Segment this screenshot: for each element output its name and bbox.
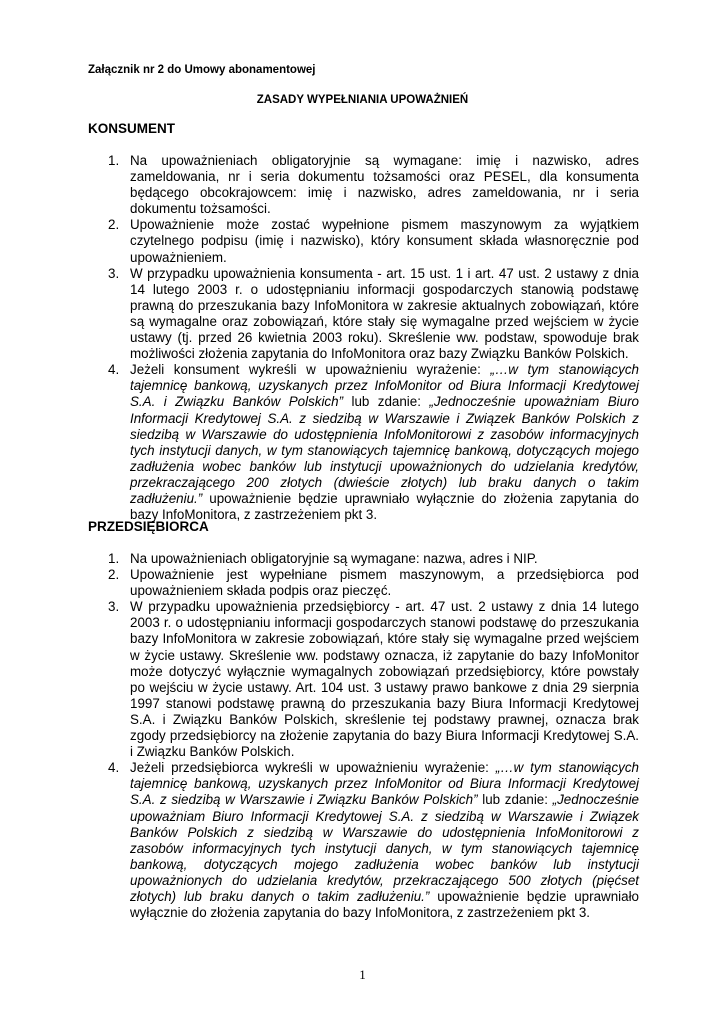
- quoted-sentence: „Jednocześnie upoważniam Biuro Informacji Kredytowej S.A. z siedzibą w Warszawie i Związek Banków Polskich z siedzibą w Warszawie do udostępnienia InfoMonitorowi z zasobów informacyjnych tych instytucji danych, w tym stanowiących tajemnicę bankową, dotyczących mojego zadłużenia wobec banków lub instytucji upoważnionych do udzielania kredytów, przekraczającego 500 złotych (pięćset złotych) lub braku danych o takim zadłużeniu.”: [130, 792, 640, 904]
- item-number: 3.: [108, 599, 120, 615]
- konsument-rules-list: [90, 153, 639, 523]
- list-item: [90, 760, 639, 921]
- document-title: ZASADY WYPEŁNIANIA UPOWAŻNIEŃ: [256, 94, 469, 106]
- section-heading-konsument: KONSUMENT: [88, 121, 175, 136]
- item-number: 1.: [108, 153, 120, 168]
- list-item: [90, 153, 639, 217]
- item-text: lub zdanie:: [477, 792, 553, 808]
- section-heading-przedsiebiorca: PRZEDSIĘBIORCA: [88, 519, 209, 534]
- item-text: Na upoważnieniach obligatoryjnie są wymagane: nazwa, adres i NIP.: [130, 551, 538, 566]
- item-number: 1.: [108, 551, 120, 566]
- item-text: Jeżeli przedsiębiorca wykreśli w upoważnieniu wyrażenie:: [130, 760, 496, 776]
- list-item: [90, 551, 639, 567]
- item-text: Jeżeli konsument wykreśli w upoważnieniu wyrażenie:: [130, 362, 491, 378]
- list-item: [90, 362, 639, 523]
- item-text: Upoważnienie jest wypełniane pismem maszynowym, a przedsiębiorca pod upoważnieniem składa podpis oraz pieczęć.: [130, 567, 639, 599]
- list-item: [90, 599, 639, 760]
- item-text: W przypadku upoważnienia konsumenta - art. 15 ust. 1 i art. 47 ust. 2 ustawy z dnia 14 lutego 2003 r. o udostępnianiu informacji gospodarczych stanowią podstawę prawną do przeszukania bazy InfoMonitora w zakresie aktualnych zobowiązań, które są wymagalne oraz zobowiązań, które stały się wymagalne przed wejściem w życie ustawy (tj. przed 26 kwietnia 2003 roku). Skreślenie ww. podstaw, spowoduje brak możliwości złożenia zapytania do InfoMonitora oraz bazy Związku Banków Polskich.: [130, 265, 639, 362]
- item-text: upoważnienie będzie uprawniało wyłącznie do złożenia zapytania do bazy InfoMonitora, z zastrzeżeniem pkt 3.: [130, 490, 639, 523]
- item-number: 3.: [108, 265, 120, 281]
- item-number: 2.: [108, 567, 120, 583]
- item-text: Na upoważnieniach obligatoryjnie są wymagane: imię i nazwisko, adres zameldowania, nr i seria dokumentu tożsamości oraz PESEL, dla konsumenta będącego obcokrajowcem: imię i nazwisko, adres zameldowania, nr i seria dokumentu tożsamości.: [130, 153, 639, 217]
- item-number: 4.: [108, 362, 120, 378]
- quoted-expression: „…w tym stanowiących tajemnicę bankową, uzyskanych przez InfoMonitor od Biura Informacji Kredytowej S.A. i Związku Banków Polskich”: [130, 362, 639, 410]
- page-number: 1: [359, 967, 366, 982]
- item-text: lub zdanie:: [343, 394, 430, 410]
- quoted-sentence: „Jednocześnie upoważniam Biuro Informacji Kredytowej S.A. z siedzibą w Warszawie i Związek Banków Polskich z siedzibą w Warszawie do udostępnienia InfoMonitorowi z zasobów informacyjnych tych instytucji danych, w tym stanowiących tajemnicę bankową, dotyczących mojego zadłużenia wobec banków lub instytucji upoważnionych do udzielania kredytów, przekraczającego 200 złotych (dwieście złotych) lub braku danych o takim zadłużeniu.”: [130, 394, 640, 506]
- item-number: 4.: [108, 760, 120, 776]
- quoted-expression: „…w tym stanowiących tajemnicę bankową, uzyskanych przez InfoMonitor od Biura Informacji Kredytowej S.A. z siedzibą w Warszawie i Związku Banków Polskich”: [130, 760, 639, 808]
- list-item: [90, 567, 639, 599]
- list-item: [90, 266, 639, 363]
- item-text: upoważnienie będzie uprawniało wyłącznie do złożenia zapytania do bazy InfoMonitora, z zastrzeżeniem pkt 3.: [130, 888, 639, 921]
- przedsiebiorca-rules-list: [90, 551, 639, 921]
- item-text: Upoważnienie może zostać wypełnione pismem maszynowym za wyjątkiem czytelnego podpisu (imię i nazwisko), który konsument składa własnoręcznie pod upoważnieniem.: [130, 217, 639, 265]
- list-item: [90, 217, 639, 265]
- attachment-label: Załącznik nr 2 do Umowy abonamentowej: [88, 64, 316, 76]
- item-number: 2.: [108, 217, 120, 233]
- item-text: W przypadku upoważnienia przedsiębiorcy - art. 47 ust. 2 ustawy z dnia 14 lutego 2003 r. o udostępnianiu informacji gospodarczych stanowi podstawę do przeszukania bazy InfoMonitora w zakresie zobowiązań, które stały się wymagalne przed wejściem w życie ustawy. Skreślenie ww. podstawy oznacza, iż zapytanie do bazy InfoMonitor może dotyczyć wyłącznie wymagalnych zobowiązań przedsiębiorcy, które powstały po wejściu w życie ustawy. Art. 104 ust. 3 ustawy prawo bankowe z dnia 29 sierpnia 1997 stanowi podstawę prawną do przeszukania bazy Biura Informacji Kredytowej S.A. i Związku Banków Polskich, skreślenie tej podstawy prawnej, oznacza brak zgody przedsiębiorcy na złożenie zapytania do bazy Biura Informacji Kredytowej S.A. i Związku Banków Polskich.: [130, 599, 639, 760]
